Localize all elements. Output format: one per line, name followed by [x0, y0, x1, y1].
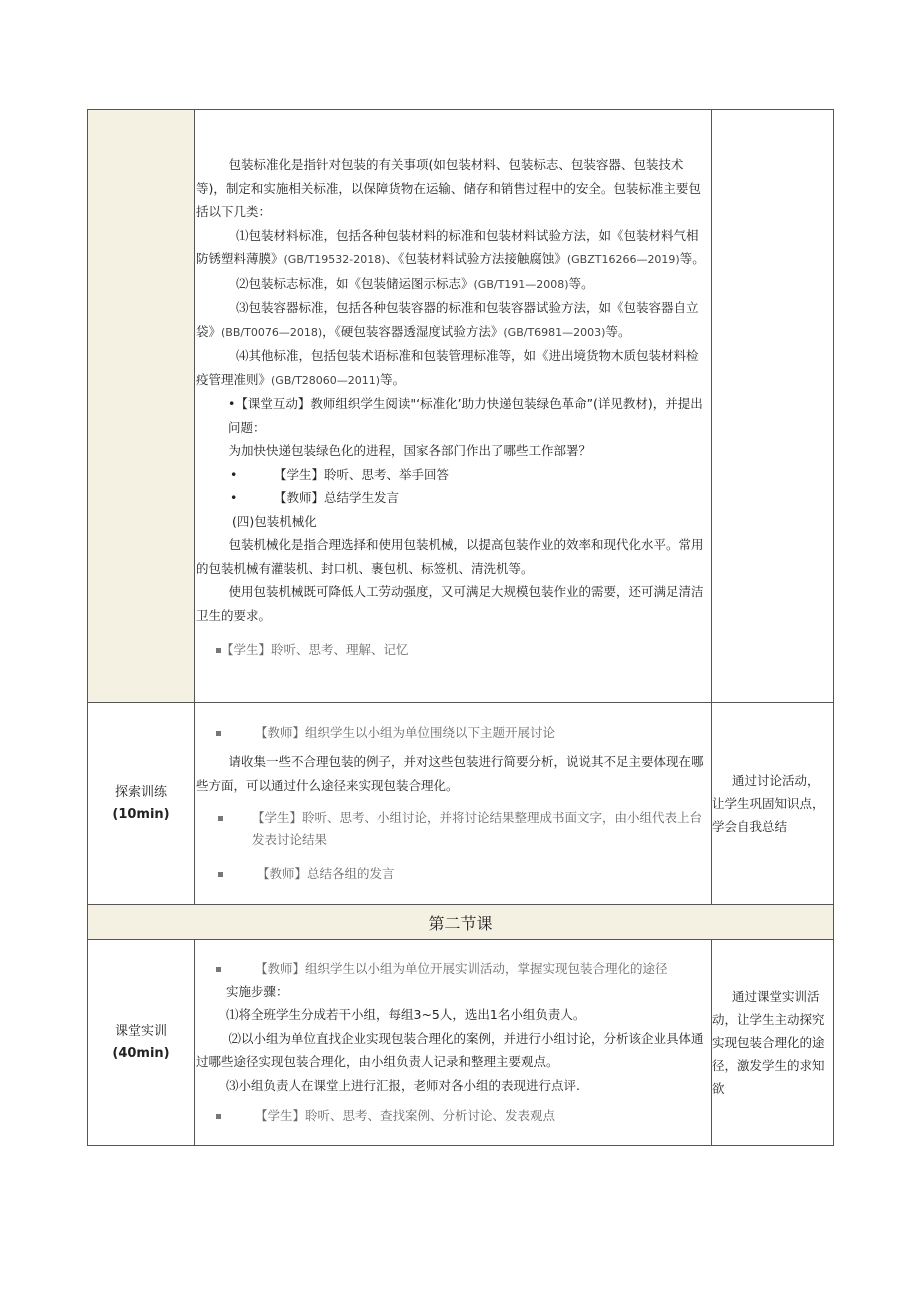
teacher-summary: 【教师】总结各组的发言 [196, 863, 709, 885]
interaction-question: 为加快快递包装绿色化的进程，国家各部门作出了哪些工作部署？ [228, 443, 592, 458]
row-label-cell [88, 940, 195, 1146]
student-activity: 【学生】聆听、思考、小组讨论，并将讨论结果整理成书面文字，由小组代表上台发表讨论结果 [196, 807, 709, 851]
teaching-aim: 通过课堂实训活动，让学生主动探究实现包装合理化的途径，激发学生的求知欲 [712, 989, 825, 1096]
section-title: 第二节课 [88, 905, 834, 940]
aim-cell [712, 110, 834, 703]
classroom-interaction: •【课堂互动】教师组织学生阅读"‘标准化’助力快递包装绿色革命”(详见教材)，并提出问题： [228, 396, 703, 435]
paragraph-item-3: ⑶包装容器标准，包括各种包装容器的标准和包装容器试验方法，如《包装容器自立袋》(BB/T0076—2018)，《硬包装容器透湿度试验方法》(GB/T6981—2003)等。 [196, 300, 699, 339]
steps-title: 实施步骤： [226, 983, 289, 999]
content-cell [195, 703, 712, 905]
content-cell [195, 110, 712, 703]
table-row [88, 940, 834, 1146]
bullet-square-icon [216, 967, 221, 972]
paragraph-item-2: ⑵包装标志标准，如《包装储运图示标志》(GB/T191—2008)等。 [236, 275, 594, 291]
bullet-square-icon [216, 1114, 221, 1119]
content-cell [195, 940, 712, 1146]
table-row [88, 110, 834, 703]
activity-label: 课堂实训 [114, 1023, 167, 1039]
activity-duration: (40min) [112, 1045, 170, 1061]
step-1: ⑴将全班学生分成若干小组，每组3~5人，选出1名小组负责人。 [226, 1007, 586, 1023]
student-activity: 【学生】聆听、思考、查找案例、分析讨论、发表观点 [196, 1105, 709, 1127]
teacher-instruction: 【教师】组织学生以小组为单位围绕以下主题开展讨论 [196, 722, 709, 744]
lesson-plan-table [87, 109, 834, 1146]
paragraph-item-4: ⑷其他标准，包括包装术语标准和包装管理标准等，如《进出境货物木质包装材料检疫管理准则》(GB/T28060—2011)等。 [196, 348, 699, 387]
student-note: 【学生】聆听、思考、理解、记忆 [196, 639, 709, 661]
paragraph-machinery-benefits: 使用包装机械既可降低人工劳动强度，又可满足大规模包装作业的需要，还可满足清洁卫生的要求。 [196, 584, 704, 623]
paragraph-item-1: ⑴包装材料标准，包括各种包装材料的标准和包装材料试验方法，如《包装材料气相防锈塑料薄膜》(GB/T19532-2018)、《包装材料试验方法接触腐蚀》(GBZT16266—2019)等。 [196, 227, 705, 266]
step-2: ⑵以小组为单位直找企业实现包装合理化的案例，并进行小组讨论，分析该企业具体通过哪些途径实现包装合理化，由小组负责人记录和整理主要观点。 [196, 1030, 704, 1070]
teaching-aim: 通过讨论活动，让学生巩固知识点，学会自我总结 [712, 773, 825, 834]
aim-cell [712, 940, 834, 1146]
bullet-square-icon [216, 731, 221, 736]
activity-label: 探索训练 [114, 784, 167, 800]
student-response: • 【学生】聆听、思考、举手回答 [230, 466, 450, 482]
discussion-task: 请收集一些不合理包装的例子，并对这些包装进行简要分析，说说其不足主要体现在哪些方面，可以通过什么途径来实现包装合理化。 [196, 754, 704, 793]
activity-duration: (10min) [112, 806, 170, 822]
teacher-summary: • 【教师】总结学生发言 [230, 490, 400, 505]
section-row [88, 905, 834, 940]
row-label-cell [88, 110, 195, 703]
paragraph-mechanization: 包装机械化是指合理选择和使用包装机械，以提高包装作业的效率和现代化水平。常用的包装机械有灌装机、封口机、裹包机、标签机、清洗机等。 [196, 537, 704, 576]
table-row [88, 703, 834, 905]
row-label-cell [88, 703, 195, 905]
step-3: ⑶小组负责人在课堂上进行汇报，老师对各小组的表现进行点评. [226, 1077, 580, 1093]
subsection-heading: (四)包装机械化 [232, 513, 317, 529]
paragraph-intro: 包装标准化是指针对包装的有关事项(如包装材料、包装标志、包装容器、包装技术等)，制定和实施相关标准，以保障货物在运输、储存和销售过程中的安全。包装标准主要包括以下几类： [196, 157, 701, 219]
teacher-instruction: 【教师】组织学生以小组为单位开展实训活动，掌握实现包装合理化的途径 [196, 958, 709, 980]
bullet-square-icon [218, 816, 223, 821]
bullet-square-icon [218, 872, 223, 877]
aim-cell [712, 703, 834, 905]
